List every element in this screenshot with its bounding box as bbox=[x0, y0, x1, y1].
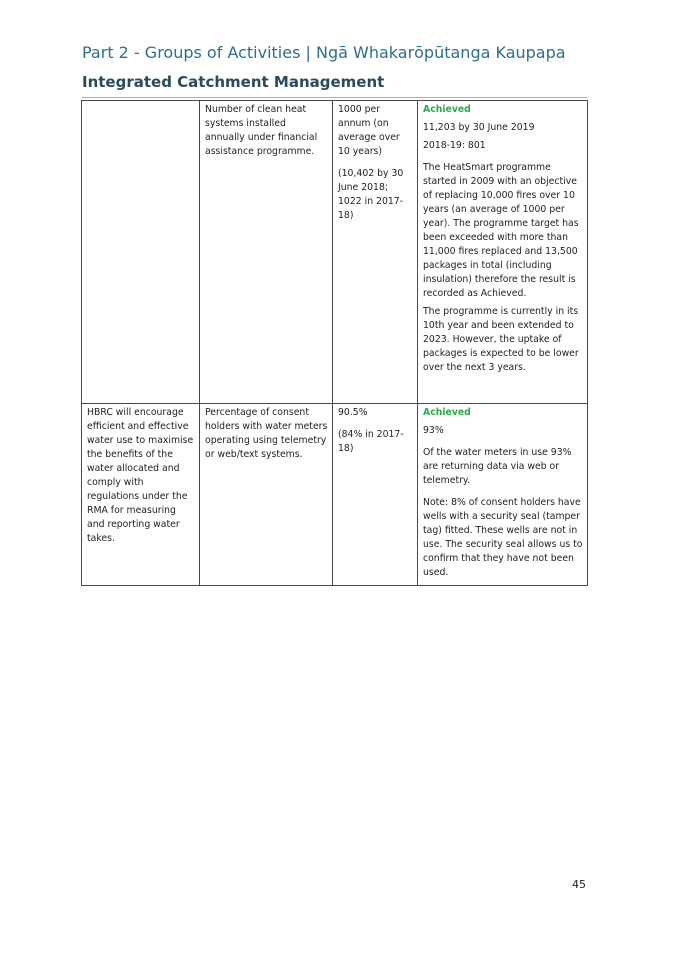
page-number: 45 bbox=[572, 878, 586, 891]
performance-measures-table bbox=[81, 100, 588, 586]
target-cell: 1000 per annum (on average over 10 years) (10,402 by 30 June 2018; 1022 in 2017-18) bbox=[333, 101, 418, 404]
level-of-service-cell: HBRC will encourage efficient and effective water use to maximise the benefits of the water allocated and comply with regulations under the RMA for measuring and reporting water takes. bbox=[82, 404, 200, 586]
measure-cell: Number of clean heat systems installed annually under financial assistance programme. bbox=[200, 101, 333, 404]
measure-cell: Percentage of consent holders with water meters operating using telemetry or web/text systems. bbox=[200, 404, 333, 586]
part-title: Part 2 - Groups of Activities | Ngā Whakarōpūtanga Kaupapa bbox=[82, 43, 566, 62]
table-row bbox=[82, 101, 588, 404]
table-row bbox=[82, 404, 588, 586]
result-cell: Achieved 93% Of the water meters in use 93% are returning data via web or telemetry. Note: 8% of consent holders have wells with a security seal (tamper tag) fitted. These wells are not in use. The security seal allows us to confirm that they have not been used. bbox=[418, 404, 588, 586]
status-achieved: Achieved bbox=[423, 104, 471, 115]
status-achieved: Achieved bbox=[423, 407, 471, 418]
level-of-service-cell bbox=[82, 101, 200, 404]
target-cell: 90.5% (84% in 2017-18) bbox=[333, 404, 418, 586]
title-divider bbox=[82, 97, 587, 98]
section-title: Integrated Catchment Management bbox=[82, 73, 385, 91]
result-cell: Achieved 11,203 by 30 June 2019 2018-19: 801 The HeatSmart programme started in 2009 with an objective of replacing 10,000 fires over 10 years (an average of 1000 per year). The programme target has been exceeded with more than 11,000 fires replaced and 13,500 packages in total (including insulation) therefore the result is recorded as Achieved. The programme is currently in its 10th year and been extended to 2023. However, the uptake of packages is expected to be lower over the next 3 years. bbox=[418, 101, 588, 404]
